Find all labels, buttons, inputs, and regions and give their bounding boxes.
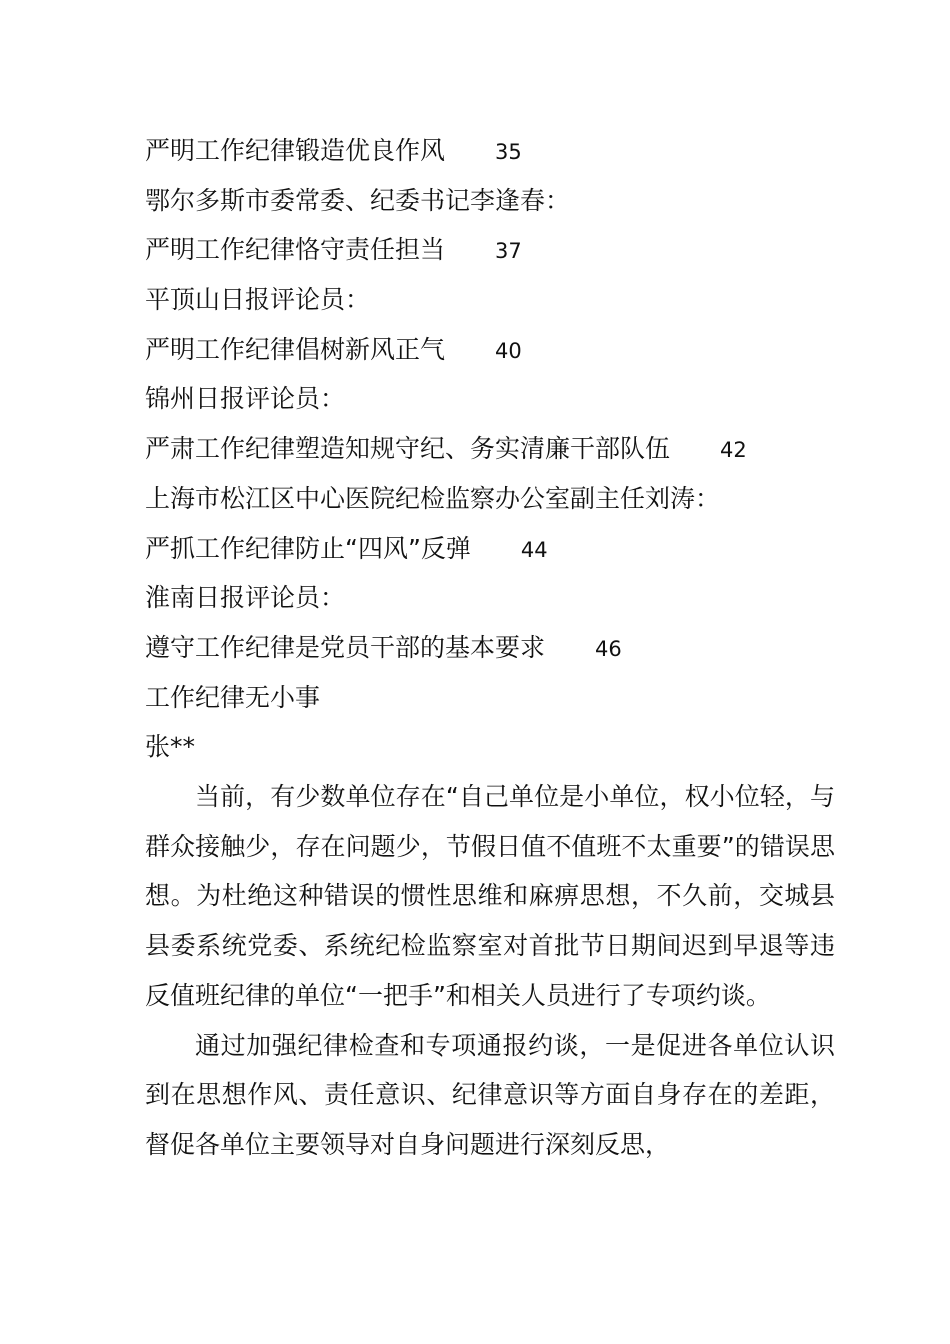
toc-title: 严明工作纪律倡树新风正气 — [145, 334, 446, 364]
toc-title: 严明工作纪律恪守责任担当 — [145, 235, 446, 265]
toc-page-number: 40 — [495, 338, 522, 363]
toc-page-number: 44 — [520, 537, 548, 562]
toc-entry — [145, 424, 845, 474]
article-body — [145, 772, 835, 1170]
toc-page-number: 42 — [720, 438, 747, 463]
toc-entry — [145, 126, 845, 176]
toc-page-number: 46 — [595, 636, 622, 661]
toc-author: 锦州日报评论员： — [145, 384, 346, 414]
toc-entry — [145, 524, 845, 574]
toc-title: 严肃工作纪律塑造知规守纪、务实清廉干部队伍 — [145, 434, 671, 464]
toc-title: 严明工作纪律锻造优良作风 — [145, 136, 446, 165]
toc-entry — [145, 325, 845, 375]
toc-author: 淮南日报评论员： — [145, 583, 346, 613]
article-author: 张** — [145, 732, 196, 762]
article-title: 工作纪律无小事 — [145, 682, 321, 712]
toc-entry — [145, 225, 845, 275]
toc-author: 鄂尔多斯市委常委、纪委书记李逢春： — [145, 185, 571, 215]
toc-entry — [145, 623, 845, 673]
toc-author: 平顶山日报评论员： — [145, 285, 371, 315]
toc-author: 上海市松江区中心医院纪检监察办公室副主任刘涛： — [145, 483, 721, 513]
toc-page-number: 37 — [495, 239, 522, 264]
toc-page-number: 35 — [495, 140, 522, 164]
toc-title: 遵守工作纪律是党员干部的基本要求 — [145, 632, 546, 662]
body-paragraph: 当前，有少数单位存在“自己单位是小单位，权小位轻，与群众接触少，存在问题少，节假日值不值班不太重要”的错误思想。为杜绝这种错误的惯性思维和麻痹思想，不久前，交城县县委系统党委、系统纪检监察室对首批节日期间迟到早退等违反值班纪律的单位“一把手”和相关人员进行了专项约谈。 — [145, 782, 835, 1010]
body-paragraph: 通过加强纪律检查和专项通报约谈，一是促进各单位认识到在思想作风、责任意识、纪律意识等方面自身存在的差距，督促各单位主要领导对自身问题进行深刻反思， — [145, 1030, 835, 1159]
toc-title: 严抓工作纪律防止“四风”反弹 — [145, 533, 471, 563]
toc-list — [145, 126, 845, 772]
